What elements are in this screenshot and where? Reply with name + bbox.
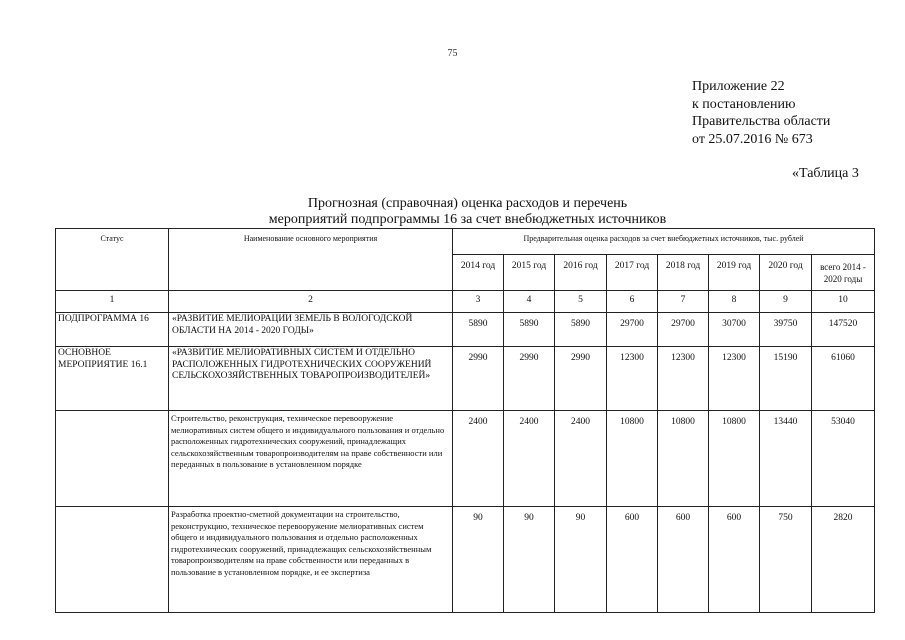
column-number: 5 (555, 291, 607, 313)
column-number: 2 (169, 291, 453, 313)
row-value: 90 (453, 507, 504, 613)
row-value: 2820 (812, 507, 875, 613)
row-value: 2400 (453, 411, 504, 507)
header-year: 2019 год (709, 255, 760, 291)
row-value: 2990 (453, 347, 504, 411)
appendix-line: Приложение 22 (692, 79, 785, 94)
row-name: «РАЗВИТИЕ МЕЛИОРАЦИИ ЗЕМЕЛЬ В ВОЛОГОДСКОЙ ОБЛАСТИ НА 2014 - 2020 ГОДЫ» (169, 313, 453, 347)
row-value: 2400 (555, 411, 607, 507)
row-value: 13440 (760, 411, 812, 507)
expenses-table (55, 228, 875, 613)
header-year: 2014 год (453, 255, 504, 291)
header-year: 2018 год (658, 255, 709, 291)
row-value: 5890 (504, 313, 555, 347)
row-status (56, 507, 169, 613)
row-value: 600 (607, 507, 658, 613)
table-reference: «Таблица 3 (792, 166, 859, 181)
appendix-line: от 25.07.2016 № 673 (692, 131, 813, 147)
row-value: 12300 (658, 347, 709, 411)
title-line: Прогнозная (справочная) оценка расходов и перечень (307, 196, 628, 211)
table-row (56, 411, 875, 507)
table-row (56, 507, 875, 613)
title-line: мероприятий подпрограммы 16 за счет внебюджетных источников (268, 212, 667, 227)
appendix-line: к постановлению (692, 96, 796, 112)
row-value: 15190 (760, 347, 812, 411)
row-value: 53040 (812, 411, 875, 507)
row-value: 29700 (658, 313, 709, 347)
row-value: 10800 (709, 411, 760, 507)
row-value: 750 (760, 507, 812, 613)
row-value: 5890 (453, 313, 504, 347)
row-value: 12300 (607, 347, 658, 411)
header-status: Статус (56, 229, 169, 291)
row-value: 39750 (760, 313, 812, 347)
column-number: 3 (453, 291, 504, 313)
column-number: 6 (607, 291, 658, 313)
header-year: 2015 год (504, 255, 555, 291)
column-number: 4 (504, 291, 555, 313)
row-value: 600 (709, 507, 760, 613)
row-value: 147520 (812, 313, 875, 347)
header-year: 2017 год (607, 255, 658, 291)
row-value: 90 (504, 507, 555, 613)
row-status: ПОДПРОГРАММА 16 (56, 313, 169, 347)
column-number: 10 (812, 291, 875, 313)
header-year-total: всего 2014 - 2020 годы (812, 255, 875, 291)
column-number: 1 (56, 291, 169, 313)
row-value: 10800 (658, 411, 709, 507)
page-number: 75 (447, 48, 458, 59)
row-value: 90 (555, 507, 607, 613)
row-name: «РАЗВИТИЕ МЕЛИОРАТИВНЫХ СИСТЕМ И ОТДЕЛЬНО РАСПОЛОЖЕННЫХ ГИДРОТЕХНИЧЕСКИХ СООРУЖЕНИЙ СЕЛЬСКОХОЗЯЙСТВЕННЫХ ТОВАРОПРОИЗВОДИТЕЛЕЙ» (169, 347, 453, 411)
header-year: 2020 год (760, 255, 812, 291)
row-value: 10800 (607, 411, 658, 507)
row-value: 2400 (504, 411, 555, 507)
row-value: 30700 (709, 313, 760, 347)
row-value: 2990 (504, 347, 555, 411)
row-value: 5890 (555, 313, 607, 347)
header-year: 2016 год (555, 255, 607, 291)
document-title (220, 196, 715, 228)
appendix-line: Правительства области (692, 114, 831, 129)
row-value: 61060 (812, 347, 875, 411)
header-name: Наименование основного мероприятия (169, 229, 453, 291)
row-value: 600 (658, 507, 709, 613)
column-number: 8 (709, 291, 760, 313)
row-status: ОСНОВНОЕ МЕРОПРИЯТИЕ 16.1 (56, 347, 169, 411)
header-estimate: Предварительная оценка расходов за счет внебюджетных источников, тыс. рублей (453, 229, 875, 255)
table-row (56, 313, 875, 347)
row-name: Строительство, реконструкция, техническое перевооружение мелиоративных систем общего и индивидуального пользования и отдельно расположенных гидротехнических сооружений, принадлежащих сельскохозяйственным товаропроизводителям на праве собственности или переданных в пользование в установленном порядке (169, 411, 453, 507)
row-name: Разработка проектно-сметной документации на строительство, реконструкцию, техническое перевооружение мелиоративных систем общего и индивидуального пользования и отдельно расположенных гидротехнических сооружений, принадлежащих сельскохозяйственным товаропроизводителям на праве собственности или переданных в пользование в установленном порядке, и ее экспертиза (169, 507, 453, 613)
row-value: 2990 (555, 347, 607, 411)
row-value: 12300 (709, 347, 760, 411)
table-row (56, 347, 875, 411)
column-number: 9 (760, 291, 812, 313)
row-status (56, 411, 169, 507)
appendix-block (692, 78, 830, 148)
column-number: 7 (658, 291, 709, 313)
row-value: 29700 (607, 313, 658, 347)
